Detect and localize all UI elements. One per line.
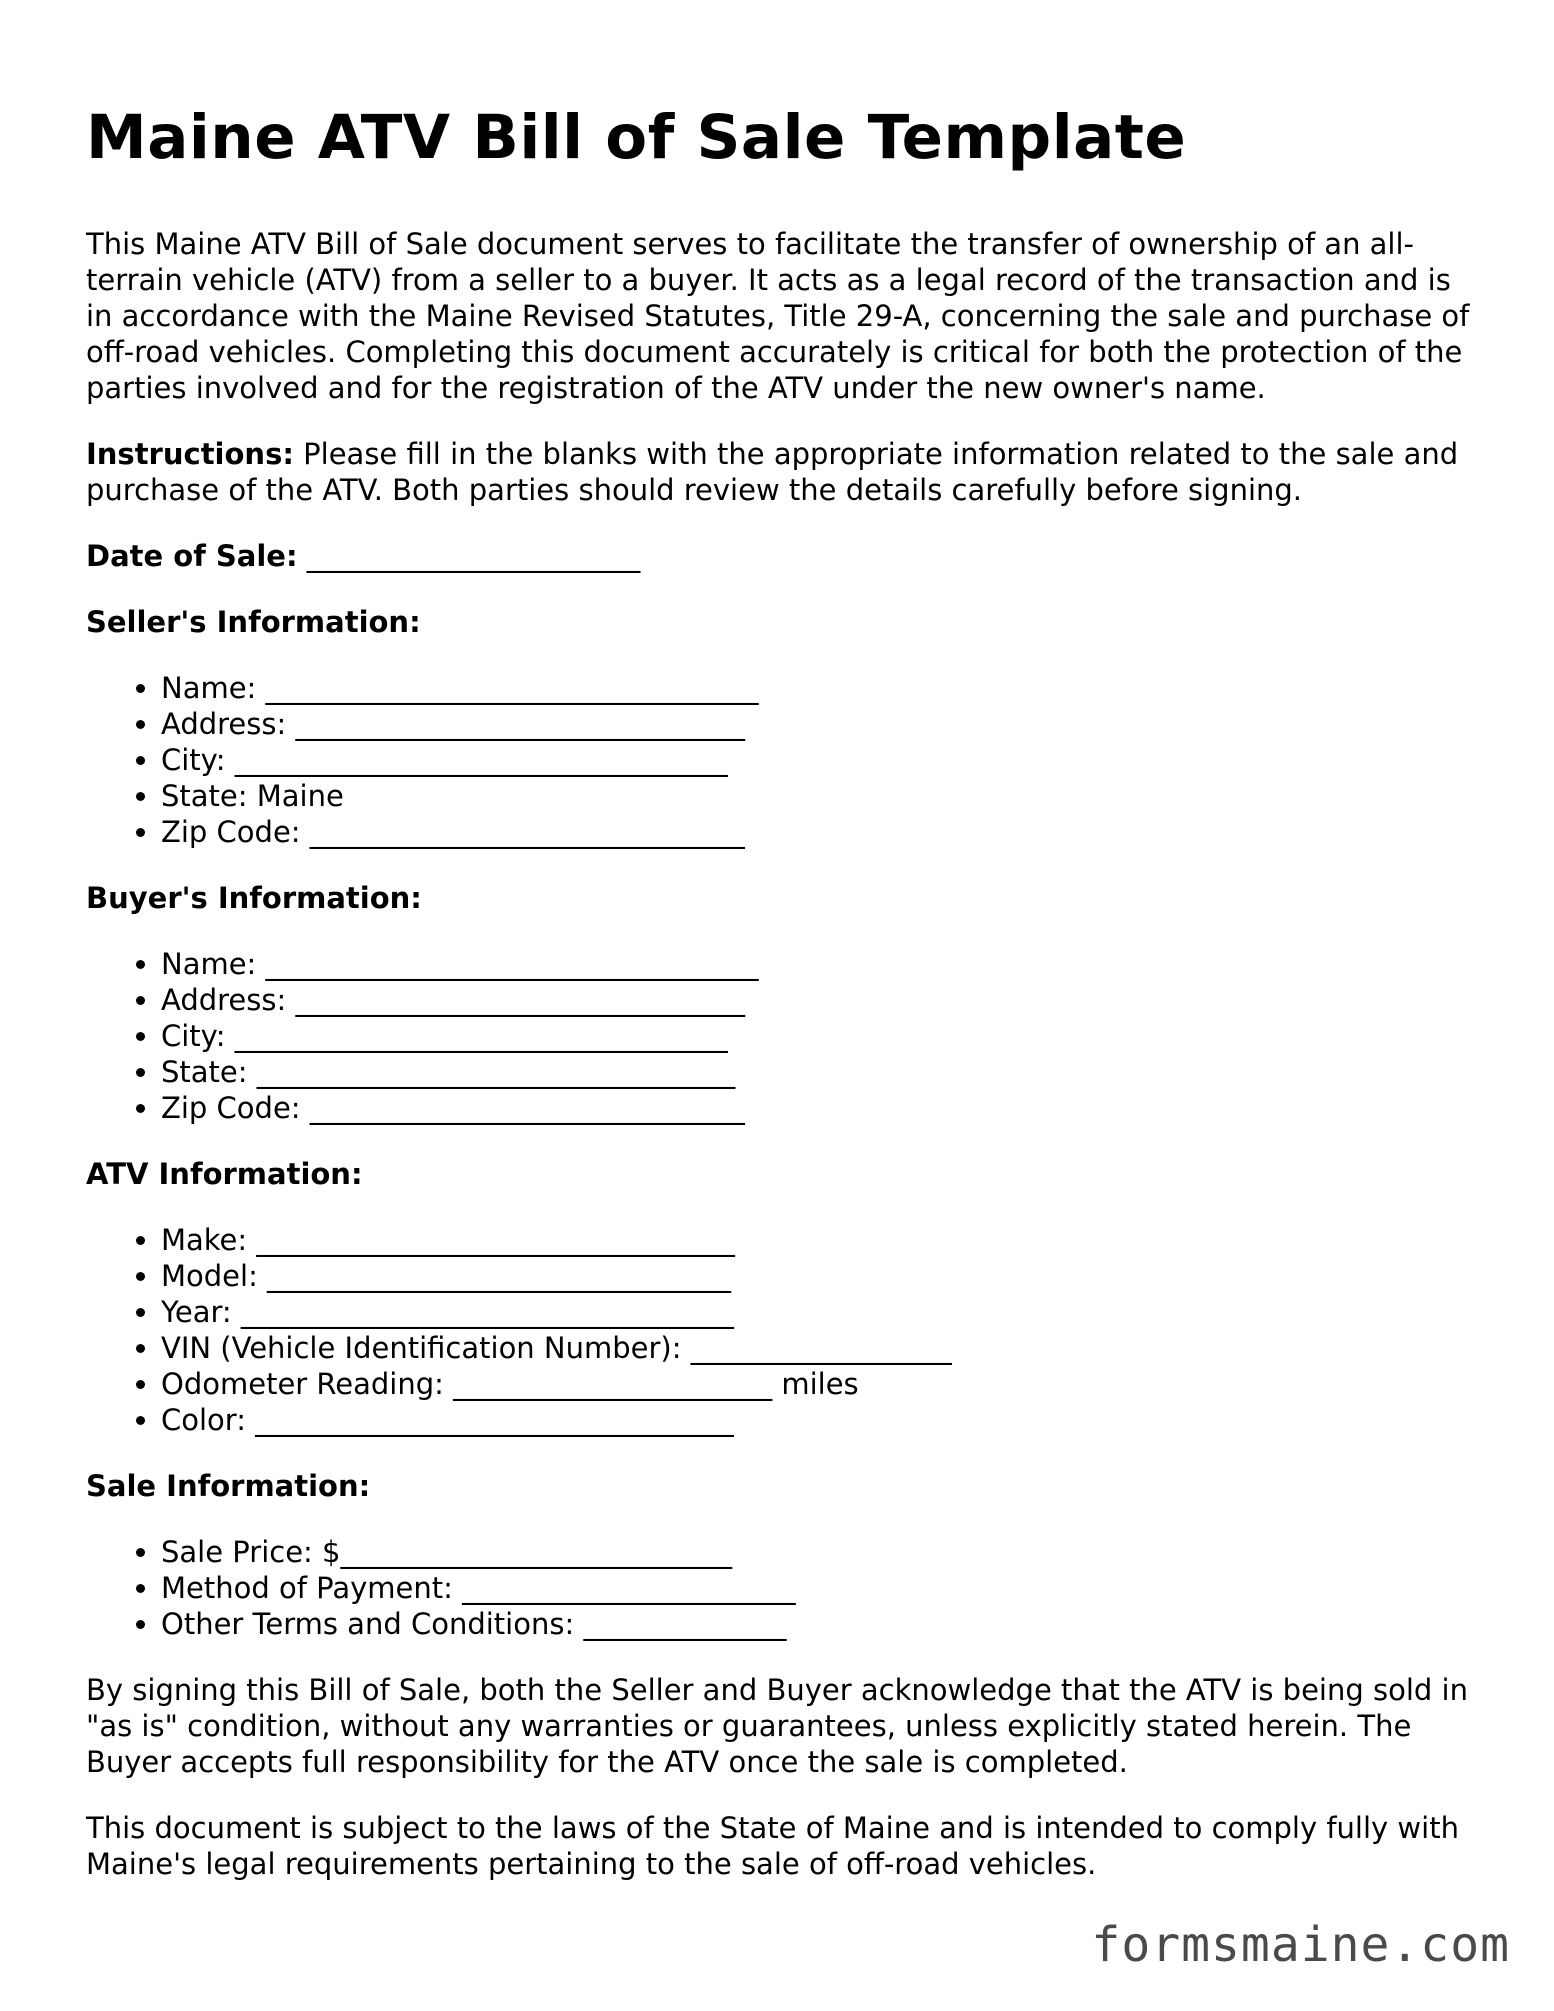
buyer-zip-field: • Zip Code: ______________________________	[161, 1090, 1476, 1126]
intro-paragraph: This Maine ATV Bill of Sale document serves to facilitate the transfer of ownership of an all-terrain vehicle (ATV) from a seller to a buyer. It acts as a legal record of the transaction and is in accordance with the Maine Revised Statutes, Title 29-A, concerning the sale and purchase of off-road vehicles. Completing this document accurately is critical for both the protection of the parties involved and for the registration of the ATV under the new owner's name.	[86, 226, 1470, 405]
buyer-state-field: • State: _________________________________	[161, 1054, 1476, 1090]
sale-price-field: • Sale Price: $___________________________	[161, 1534, 1476, 1570]
seller-state-field: • State: Maine	[161, 778, 1476, 814]
seller-zip-field: • Zip Code: ______________________________	[161, 814, 1476, 850]
instructions-label: Instructions:	[86, 436, 294, 471]
seller-heading: Seller's Information:	[86, 604, 421, 639]
sale-heading: Sale Information:	[86, 1468, 371, 1503]
instructions-text: Please fill in the blanks with the appropriate information related to the sale and purchase of the ATV. Both parties should review the details carefully before signing.	[86, 436, 1459, 507]
buyer-city-field: • City: __________________________________	[161, 1018, 1476, 1054]
atv-model-field: • Model: ________________________________	[161, 1258, 1476, 1294]
buyer-list	[86, 946, 1476, 1126]
payment-method-field: • Method of Payment: _______________________	[161, 1570, 1476, 1606]
atv-color-field: • Color: _________________________________	[161, 1402, 1476, 1438]
document-page	[86, 102, 1476, 1912]
atv-year-field: • Year: __________________________________	[161, 1294, 1476, 1330]
buyer-heading: Buyer's Information:	[86, 880, 422, 915]
buyer-address-field: • Address: _______________________________	[161, 982, 1476, 1018]
site-watermark: formsmaine.com	[1091, 1917, 1510, 1973]
seller-address-field: • Address: _______________________________	[161, 706, 1476, 742]
atv-make-field: • Make: _________________________________	[161, 1222, 1476, 1258]
atv-vin-field: • VIN (Vehicle Identification Number): __________________	[161, 1330, 1476, 1366]
seller-list	[86, 670, 1476, 850]
governing-law-paragraph: This document is subject to the laws of the State of Maine and is intended to comply fully with Maine's legal requirements pertaining to the sale of off-road vehicles.	[86, 1810, 1459, 1881]
atv-odometer-field: • Odometer Reading: ______________________ miles	[161, 1366, 1476, 1402]
atv-list	[86, 1222, 1476, 1438]
instructions-paragraph	[86, 436, 1476, 508]
page-title: Maine ATV Bill of Sale Template	[86, 102, 1187, 173]
atv-heading: ATV Information:	[86, 1156, 363, 1191]
acknowledgement-paragraph: By signing this Bill of Sale, both the Seller and Buyer acknowledge that the ATV is being sold in "as is" condition, without any warranties or guarantees, unless explicitly stated herein. The Buyer accepts full responsibility for the ATV once the sale is completed.	[86, 1672, 1468, 1779]
seller-city-field: • City: __________________________________	[161, 742, 1476, 778]
other-terms-field: • Other Terms and Conditions: ______________	[161, 1606, 1476, 1642]
sale-list	[86, 1534, 1476, 1642]
date-of-sale-line	[86, 538, 1476, 574]
seller-name-field: • Name: __________________________________	[161, 670, 1476, 706]
date-of-sale-blank: _______________________	[297, 538, 641, 573]
buyer-name-field: • Name: __________________________________	[161, 946, 1476, 982]
date-of-sale-label: Date of Sale:	[86, 538, 298, 573]
